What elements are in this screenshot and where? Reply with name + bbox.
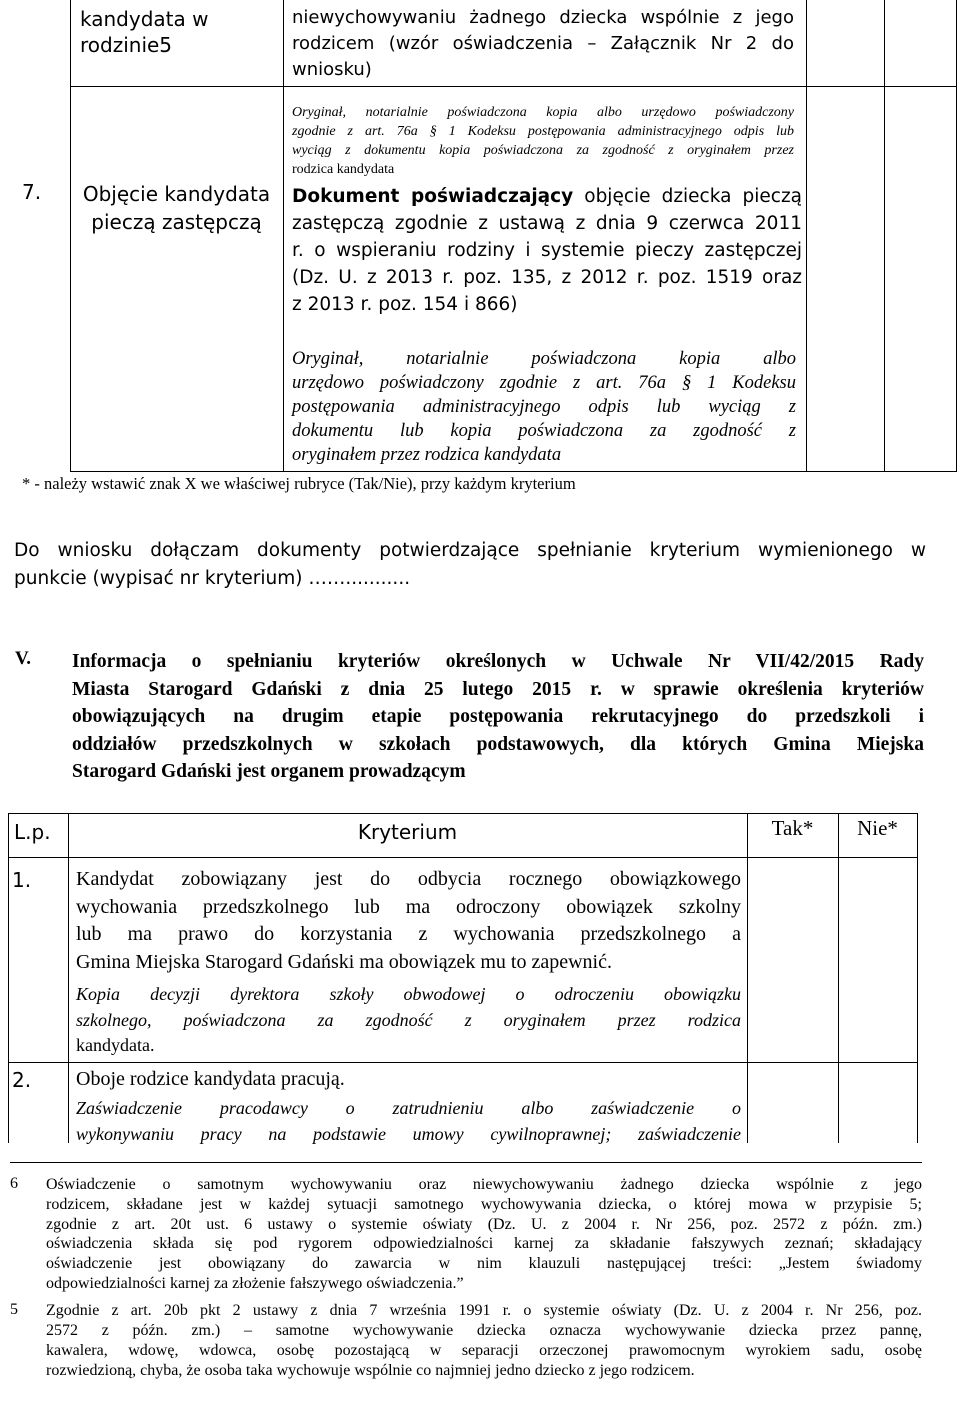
footnote-separator (10, 1162, 922, 1163)
row-2-text: Oboje rodzice kandydata pracują. (76, 1068, 345, 1090)
attachments-statement: Do wniosku dołączam dokumenty potwierdzające spełnianie kryterium wymienionego w punkcie (wypisać nr kryterium) ……........... (14, 540, 926, 589)
footnote-5-number: 5 (10, 1301, 18, 1318)
section-v-title: Informacja o spełnianiu kryteriów określonych w Uchwale Nr VII/42/2015 Rady Miasta Starogard Gdański z dnia 25 lutego 2015 r. w sprawie określenia kryteriów obowiązujących na drugim etapie postępowania rekrutacyjnego do przedszkoli i oddziałów przedszkolnych w szkołach podstawowych, dla których Gmina Miejska Starogard Gdański jest organem prowadzącym (72, 651, 924, 782)
footnote-6-number: 6 (10, 1175, 18, 1192)
criterion-6-label: kandydata w rodzinie5 (80, 7, 209, 57)
header-lp: L.p. (14, 820, 51, 844)
criterion-6-description: niewychowywaniu żadnego dziecka wspólnie z jego rodzicem (wzór oświadczenia – Załącznik Nr 2 do wniosku) (292, 7, 794, 80)
row-1-note: Kopia decyzji dyrektora szkoły obwodowej o odroczeniu obowiązku szkolnego, poświadczona za zgodność z oryginałem przez rodzica kandydata. (76, 984, 741, 1055)
criterion-7-label: Objęcie kandydata pieczą zastępczą (82, 182, 271, 234)
footnote-5-text: Zgodnie z art. 20b pkt 2 ustawy z dnia 7 września 1991 r. o systemie oświaty (Dz. U. z 2004 r. Nr 256, poz. 2572 z późn. zm.) – samotne wychowywanie dziecka oznacza wychowywanie dziecka przez pannę, kawalera, wdowę, wdowca, osobę pozostającą w separacji orzeczonej prawomocnym wyrokiem sadu, osobę rozwiedzioną, chyba, że osoba taka wychowuje wspólnie co najmniej jedno dziecko z jego rodzicem. (46, 1302, 922, 1379)
footnote-6-text: Oświadczenie o samotnym wychowywaniu oraz niewychowywaniu żadnego dziecka wspólnie z jego rodzicem, składane jest w każdej sytuacji samotnego wychowywania dziecka, o której mowa w przypisie 5; zgodnie z art. 20t ust. 6 ustawy o systemie oświaty (Dz. U. z 2004 r. Nr 256, poz. 2572 z późn. zm.) oświadczenia składa się pod rygorem odpowiedzialności karnej za składanie fałszywych zeznań; składający oświadczenie jest obowiązany do zawarcia w nim klauzuli następującej treści: „Jestem świadomy odpowiedzialności karnej za złożenie fałszywego oświadczenia.” (46, 1176, 922, 1292)
row-2-note: Zaświadczenie pracodawcy o zatrudnieniu albo zaświadczenie o wykonywaniu pracy na podstawie umowy cywilnoprawnej; zaświadczenie (76, 1098, 741, 1144)
row-2-number: 2. (12, 1068, 32, 1092)
row-1-text: Kandydat zobowiązany jest do odbycia rocznego obowiązkowego wychowania przedszkolnego lub ma odroczony obowiązek szkolny lub ma prawo do korzystania z wychowania przedszkolnego a Gmina Miejska Starogard Gdański ma obowiązek mu to zapewnić. (76, 868, 741, 973)
header-no: Nie* (857, 816, 898, 840)
criterion-7-number: 7. (22, 180, 42, 204)
header-yes: Tak* (771, 816, 814, 840)
document-bold: Dokument poświadczający (292, 186, 574, 207)
criterion-7-document: Dokument poświadczający objęcie dziecka pieczą zastępczą zgodnie z ustawą z dnia 9 czerwca 2011 r. o wspieraniu rodziny i systemie pieczy zastępczej (Dz. U. z 2013 r. poz. 135, z 2012 r. poz. 1519 oraz z 2013 r. poz. 154 i 866) (292, 186, 802, 315)
row-1-number: 1. (12, 868, 32, 892)
section-v-number: V. (15, 648, 32, 669)
header-criterion: Kryterium (357, 820, 458, 844)
table-footnote-star: * - należy wstawić znak X we właściwej rubryce (Tak/Nie), przy każdym kryterium (22, 474, 576, 493)
criterion-7-note: Oryginał, notarialnie poświadczona kopia albo urzędowo poświadczony zgodnie z art. 76a § 1 Kodeksu postępowania administracyjnego odpis lub wyciąg z dokumentu lub kopia poświadczona za zgodność z oryginałem przez rodzica kandydata (292, 349, 796, 465)
criterion-7-small-note: Oryginał, notarialnie poświadczona kopia albo urzędowo poświadczony zgodnie z art. 76a § 1 Kodeksu postępowania administracyjnego odpis lub wyciąg z dokumentu kopia poświadczona za zgodność z oryginałem przez rodzica kandydata (292, 105, 794, 177)
